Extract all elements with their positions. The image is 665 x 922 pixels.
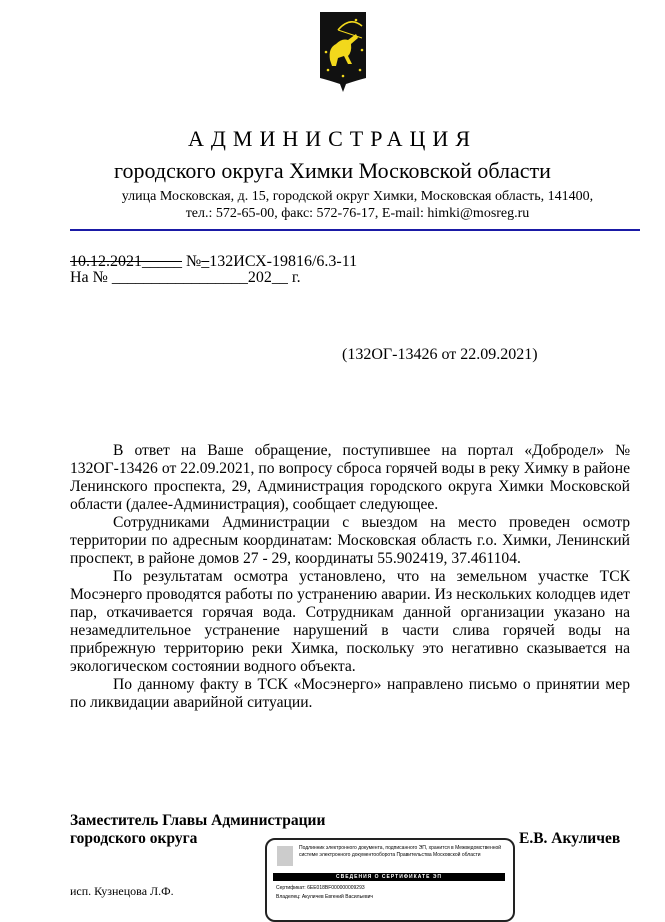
body-paragraph: В ответ на Ваше обращение, поступившее на портал «Добродел» № 132ОГ-13426 от 22.09.2021, по вопросу сброса горячей воды в реку Химку в районе Ленинского проспекта, 29, Администрация городского округа Химки Московской области (далее-Администрация), сообщает следующее. [70,442,630,513]
body-paragraph: По данному факту в ТСК «Мосэнерго» направлено письмо о принятии мер по ликвидации аварийной ситуации. [70,676,630,711]
stamp-header: СВЕДЕНИЯ О СЕРТИФИКАТЕ ЭП [273,873,505,881]
mosreg-emblem-icon [277,846,293,866]
signatory-position: Заместитель Главы Администрации [70,812,326,829]
registration-line: 10.12.2021_____ №_132ИСХ-19816/6.3-11 [70,253,358,270]
stamp-note: Подлинник электронного документа, подписанного ЭП, хранится в Межведомственной системе электронного документооборота Правительства Московской области [299,845,502,858]
signatory-position-line2: городского округа [70,830,198,847]
body-paragraph: По результатам осмотра установлено, что на земельном участке ТСК Мосэнерго проводятся работы по устранению аварии. Из нескольких колодцев идет пар, откачивается горячая вода. Сотрудникам данной организации указано на незамедлительное устранение нарушений в части слива горячей воды на прибрежную территорию реки Химка, поскольку это негативно сказывается на экологическом состоянии водного объекта. [70,568,630,675]
signatory-name: Е.В. Акуличев [519,830,621,847]
registration-date: 10.12.2021 [70,253,142,270]
certificate-owner: Владелец: Акуличев Евгений Васильевич [276,894,374,900]
registration-number: 132ИСХ-19816/6.3-11 [209,253,358,270]
address-line: улица Московская, д. 15, городской округ Химки, Московская область, 141400, [121,189,594,204]
organization-subtitle: городского округа Химки Московской области [114,158,551,183]
executor: исп. Кузнецова Л.Ф. [70,884,174,898]
reference-number: (132ОГ-13426 от 22.09.2021) [342,346,538,363]
reply-to-line: На № _________________202__ г. [70,269,301,286]
number-sign: № [186,253,202,270]
letter-body [70,442,630,712]
organization-title: АДМИНИСТРАЦИЯ [188,126,477,151]
certificate-number: Сертификат: 6EE018BF000000009293 [276,885,365,891]
header-divider [70,229,640,231]
body-paragraph: Сотрудниками Администрации с выездом на место проведен осмотр территории по адресным координатам: Московская область г.о. Химки, Ленинский проспект, в районе домов 27 - 29, координаты 55.902419, 37.461104. [70,514,630,567]
electronic-signature-stamp [265,838,515,922]
contact-line: тел.: 572-65-00, факс: 572-76-17, E-mail: himki@mosreg.ru [185,206,530,221]
coat-of-arms-emblem [318,8,368,94]
